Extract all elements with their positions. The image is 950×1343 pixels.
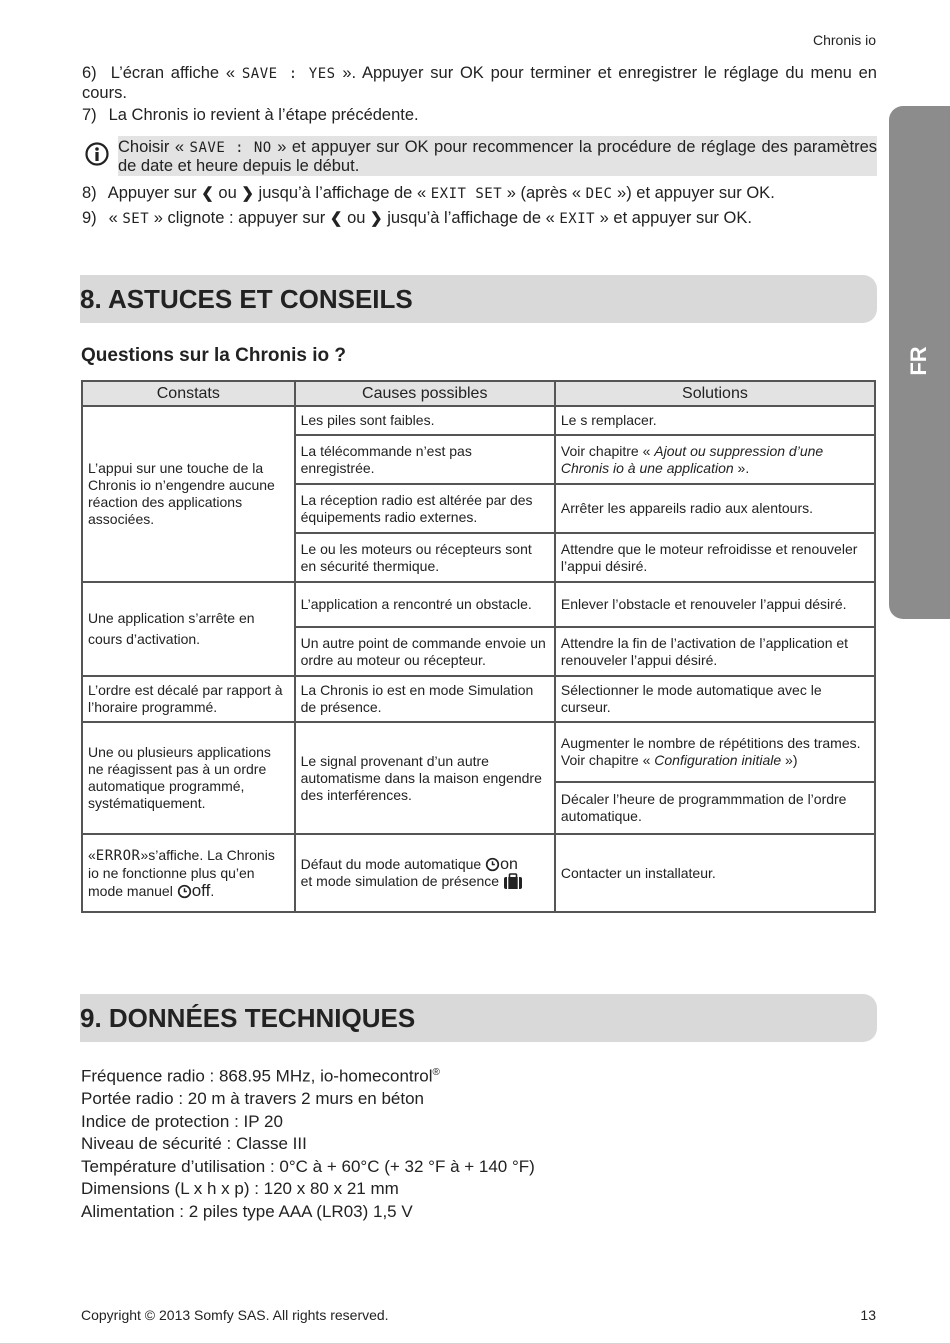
- header-title: Chronis io: [812, 32, 876, 48]
- table-cell-solution: Attendre que le moteur refroidisse et renouveler l’appui désiré.: [555, 533, 875, 582]
- table-row: [82, 676, 875, 722]
- table-cell-solution: Le s remplacer.: [555, 406, 875, 435]
- troubleshooting-table: [81, 380, 876, 913]
- step-text: » (après «: [506, 184, 582, 202]
- info-text-part: » et appuyer sur OK pour recommencer la procédure de réglage des paramètres de date et heure depuis le début.: [118, 138, 877, 175]
- cell-text: »s’affiche. La Chronis io ne fonctionne plus qu’en mode manuel: [88, 846, 275, 899]
- cell-text: .: [210, 882, 215, 899]
- display-code: ERROR: [95, 847, 141, 864]
- step-number: 9): [82, 209, 97, 227]
- spec-line: Dimensions (L x h x p) : 120 x 80 x 21 mm: [81, 1179, 399, 1199]
- step-text: ou: [347, 209, 366, 227]
- table-cell-cause: [295, 834, 555, 912]
- section-title: 9. DONNÉES TECHNIQUES: [80, 1003, 416, 1033]
- display-code: EXIT SET: [430, 186, 503, 202]
- step-9: [82, 209, 877, 229]
- table-cell-cause: Le signal provenant d’un autre automatisme dans la maison engendre des interférences.: [295, 722, 555, 834]
- display-code: DEC: [585, 186, 613, 202]
- info-note: [82, 136, 877, 176]
- column-header: Causes possibles: [295, 381, 555, 406]
- spec-line: [81, 1062, 535, 1088]
- table-cell-constat: L’ordre est décalé par rapport à l’horaire programmé.: [82, 676, 295, 722]
- spec-line: Indice de protection : IP 20: [81, 1111, 283, 1131]
- table-cell-cause: La réception radio est altérée par des équipements radio externes.: [295, 484, 555, 533]
- mode-on-label: on: [500, 855, 518, 873]
- table-row: [82, 834, 875, 912]
- info-text-part: Choisir «: [118, 138, 185, 156]
- section-9-header: [80, 994, 877, 1042]
- table-row: [82, 406, 875, 435]
- table-cell-solution: Enlever l’obstacle et renouveler l’appui désiré.: [555, 582, 875, 627]
- table-cell-solution: Sélectionner le mode automatique avec le curseur.: [555, 676, 875, 722]
- language-label: FR: [906, 346, 931, 376]
- step-number: 8): [82, 184, 97, 202]
- display-code: SAVE : NO: [189, 140, 272, 156]
- step-number: 6): [82, 64, 97, 82]
- suitcase-icon: [503, 873, 523, 890]
- table-cell-cause: Le ou les moteurs ou récepteurs sont en sécurité thermique.: [295, 533, 555, 582]
- step-text: ou: [218, 184, 237, 202]
- cell-text: Augmenter le nombre de répétitions des trames. Voir chapitre «: [560, 735, 861, 768]
- step-text: ». Appuyer sur OK pour terminer et enregistrer le réglage du menu en cours.: [82, 64, 877, 102]
- chevron-left-icon: ❮: [201, 185, 214, 202]
- table-cell-solution: [555, 722, 875, 782]
- table-cell-cause: La Chronis io est en mode Simulation de présence.: [295, 676, 555, 722]
- step-text: jusqu’à l’affichage de «: [387, 209, 555, 227]
- step-7: [82, 106, 877, 125]
- chapter-reference: Ajout ou suppression d’une Chronis io à une application: [560, 442, 824, 476]
- spec-line: Température d’utilisation : 0°C à + 60°C (+ 32 °F à + 140 °F): [81, 1156, 535, 1176]
- table-cell-solution: Contacter un installateur.: [555, 834, 875, 912]
- chevron-left-icon: ❮: [329, 210, 343, 227]
- table-cell-cause: L’application a rencontré un obstacle.: [295, 582, 555, 627]
- step-text: Appuyer sur: [107, 184, 197, 202]
- step-text: ») et appuyer sur OK.: [617, 184, 775, 202]
- chevron-right-icon: ❯: [370, 210, 383, 227]
- registered-mark: ®: [432, 1067, 440, 1078]
- cell-text: Défaut du mode automatique: [300, 855, 482, 872]
- mode-off-label: off: [191, 880, 211, 900]
- step-number: 7): [82, 106, 97, 124]
- table-cell-solution: Attendre la fin de l’activation de l’application et renouveler l’appui désiré.: [555, 627, 875, 676]
- step-text: » clignote : appuyer sur: [153, 209, 326, 227]
- chevron-right-icon: ❯: [241, 185, 254, 202]
- copyright: Copyright © 2013 Somfy SAS. All rights reserved.: [81, 1307, 389, 1323]
- table-cell-cause: La télécommande n’est pas enregistrée.: [295, 435, 555, 484]
- spec-text: Fréquence radio : 868.95 MHz, io-homecontrol: [81, 1066, 433, 1086]
- table-cell-constat: Une ou plusieurs applications ne réagissent pas à un ordre automatique programmé, systématiquement.: [82, 722, 295, 834]
- cell-text: Voir chapitre «: [560, 442, 655, 459]
- step-6: [82, 64, 877, 103]
- cell-text: «: [88, 846, 96, 863]
- table-cell-solution: Arrêter les appareils radio aux alentours.: [555, 484, 875, 533]
- table-cell-constat: Une application s’arrête en cours d’activation.: [82, 582, 295, 676]
- info-text: [118, 136, 877, 176]
- step-8: [82, 184, 877, 204]
- info-icon: [85, 142, 109, 166]
- table-cell-solution: [555, 435, 875, 484]
- cell-text: »): [781, 752, 798, 768]
- table-cell-constat: [82, 834, 295, 912]
- cell-text: ».: [733, 459, 750, 476]
- table-cell-solution: Décaler l’heure de programmmation de l’ordre automatique.: [555, 782, 875, 834]
- tech-specs: [81, 1062, 535, 1223]
- step-text: jusqu’à l’affichage de «: [258, 184, 427, 202]
- table-header-row: [82, 381, 875, 406]
- table-cell-constat: L’appui sur une touche de la Chronis io n’engendre aucune réaction des applications associées.: [82, 406, 295, 582]
- display-code: EXIT: [559, 211, 596, 227]
- spec-line: Niveau de sécurité : Classe III: [81, 1134, 307, 1154]
- spec-line: Alimentation : 2 piles type AAA (LR03) 1,5 V: [81, 1201, 413, 1221]
- section-title: 8. ASTUCES ET CONSEILS: [80, 284, 413, 314]
- display-code: SAVE : YES: [241, 66, 336, 82]
- step-text: La Chronis io revient à l’étape précédente.: [108, 106, 419, 124]
- step-text: L’écran affiche «: [110, 64, 236, 82]
- clock-icon: [177, 884, 192, 899]
- table-row: [82, 722, 875, 782]
- language-tab: [889, 106, 950, 619]
- column-header: Solutions: [555, 381, 875, 406]
- table-row: [82, 582, 875, 627]
- table-cell-cause: Un autre point de commande envoie un ordre au moteur ou récepteur.: [295, 627, 555, 676]
- page-number: 13: [860, 1307, 876, 1323]
- step-text: » et appuyer sur OK.: [599, 209, 752, 227]
- display-code: SET: [122, 211, 150, 227]
- questions-title: Questions sur la Chronis io ?: [81, 345, 346, 366]
- step-text: «: [108, 209, 118, 227]
- cell-text: et mode simulation de présence: [300, 872, 500, 889]
- clock-icon: [485, 857, 500, 872]
- column-header: Constats: [82, 381, 295, 406]
- spec-line: Portée radio : 20 m à travers 2 murs en béton: [81, 1089, 425, 1109]
- table-cell-cause: Les piles sont faibles.: [295, 406, 555, 435]
- section-8-header: [80, 275, 877, 323]
- chapter-reference: Configuration initiale: [654, 752, 782, 768]
